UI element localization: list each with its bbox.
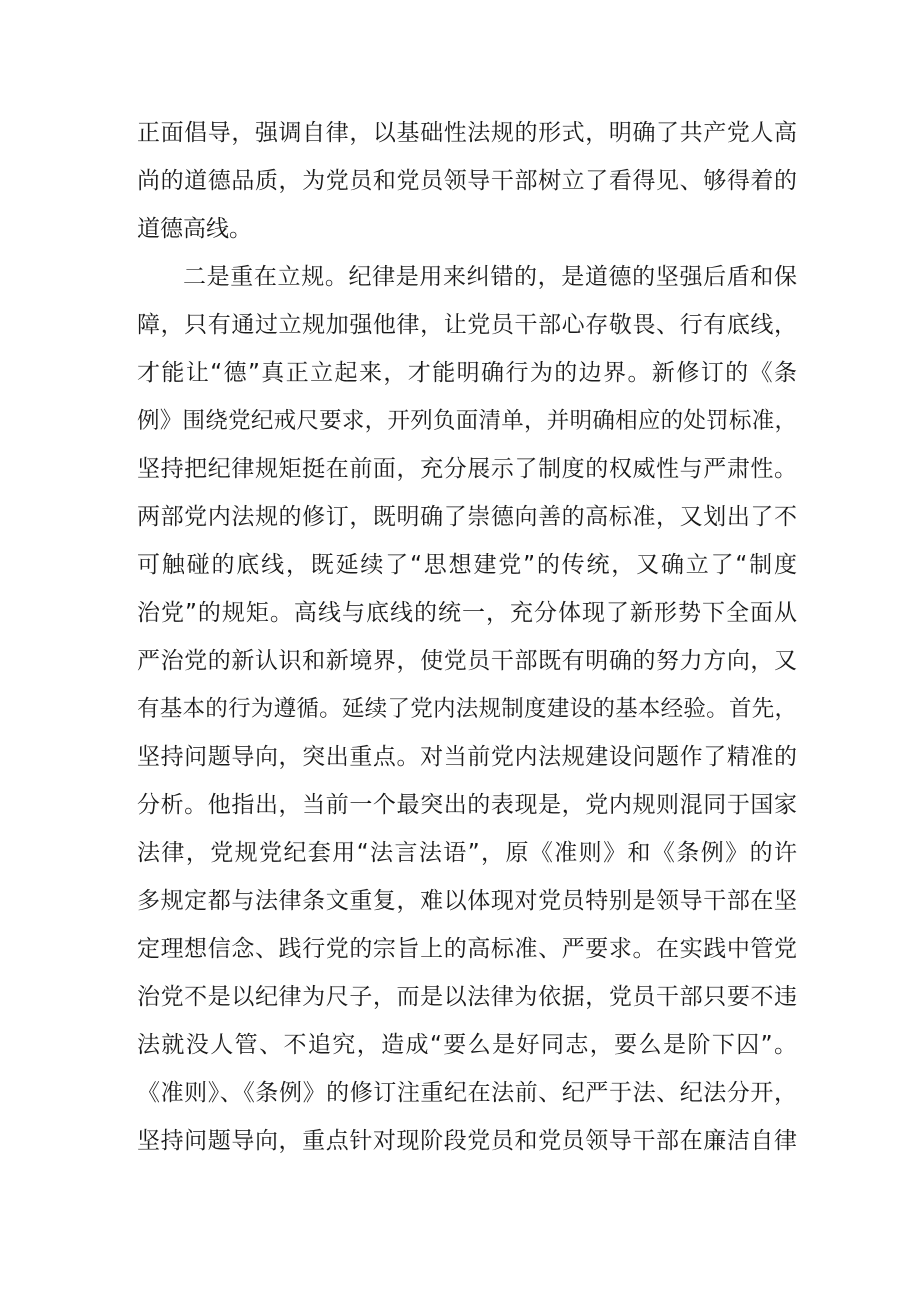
paragraph-2-line-13: 法律，党规党纪套用“法言法语”，原《准则》和《条例》的许 bbox=[137, 840, 797, 866]
paragraph-2-line-18: 《准则》、《条例》的修订注重纪在法前、纪严于法、纪法分开， bbox=[137, 1080, 797, 1106]
paragraph-2-line-16: 治党不是以纪律为尺子，而是以法律为依据，党员干部只要不违 bbox=[137, 984, 797, 1010]
paragraph-1-line-3: 道德高线。 bbox=[137, 216, 252, 242]
paragraph-2-line-7: 可触碰的底线，既延续了“思想建党”的传统，又确立了“制度 bbox=[137, 552, 797, 578]
paragraph-2-line-19: 坚持问题导向，重点针对现阶段党员和党员领导干部在廉洁自律 bbox=[137, 1128, 797, 1154]
paragraph-1-line-2: 尚的道德品质，为党员和党员领导干部树立了看得见、够得着的 bbox=[137, 168, 797, 194]
paragraph-2-line-15: 定理想信念、践行党的宗旨上的高标准、严要求。在实践中管党 bbox=[137, 936, 797, 962]
paragraph-2-line-2: 障，只有通过立规加强他律，让党员干部心存敬畏、行有底线， bbox=[137, 312, 797, 338]
paragraph-2-line-14: 多规定都与法律条文重复，难以体现对党员特别是领导干部在坚 bbox=[137, 888, 797, 914]
paragraph-2-line-5: 坚持把纪律规矩挺在前面，充分展示了制度的权威性与严肃性。 bbox=[137, 456, 797, 482]
paragraph-2-line-4: 例》围绕党纪戒尺要求，开列负面清单，并明确相应的处罚标准， bbox=[137, 408, 797, 434]
paragraph-2-line-10: 有基本的行为遵循。延续了党内法规制度建设的基本经验。首先， bbox=[137, 696, 797, 722]
paragraph-2-line-17: 法就没人管、不追究，造成“要么是好同志，要么是阶下囚”。 bbox=[137, 1032, 797, 1058]
paragraph-2-line-9: 严治党的新认识和新境界，使党员干部既有明确的努力方向，又 bbox=[137, 648, 797, 674]
paragraph-2-line-3: 才能让“德”真正立起来，才能明确行为的边界。新修订的《条 bbox=[137, 360, 797, 386]
paragraph-2-line-12: 分析。他指出，当前一个最突出的表现是，党内规则混同于国家 bbox=[137, 792, 797, 818]
paragraph-2-line-6: 两部党内法规的修订，既明确了崇德向善的高标准，又划出了不 bbox=[137, 504, 797, 530]
paragraph-2-line-8: 治党”的规矩。高线与底线的统一，充分体现了新形势下全面从 bbox=[137, 600, 797, 626]
paragraph-1-line-1: 正面倡导，强调自律，以基础性法规的形式，明确了共产党人高 bbox=[137, 120, 797, 146]
paragraph-2-line-1: 二是重在立规。纪律是用来纠错的，是道德的坚强后盾和保 bbox=[183, 264, 797, 290]
paragraph-2-line-11: 坚持问题导向，突出重点。对当前党内法规建设问题作了精准的 bbox=[137, 744, 797, 770]
